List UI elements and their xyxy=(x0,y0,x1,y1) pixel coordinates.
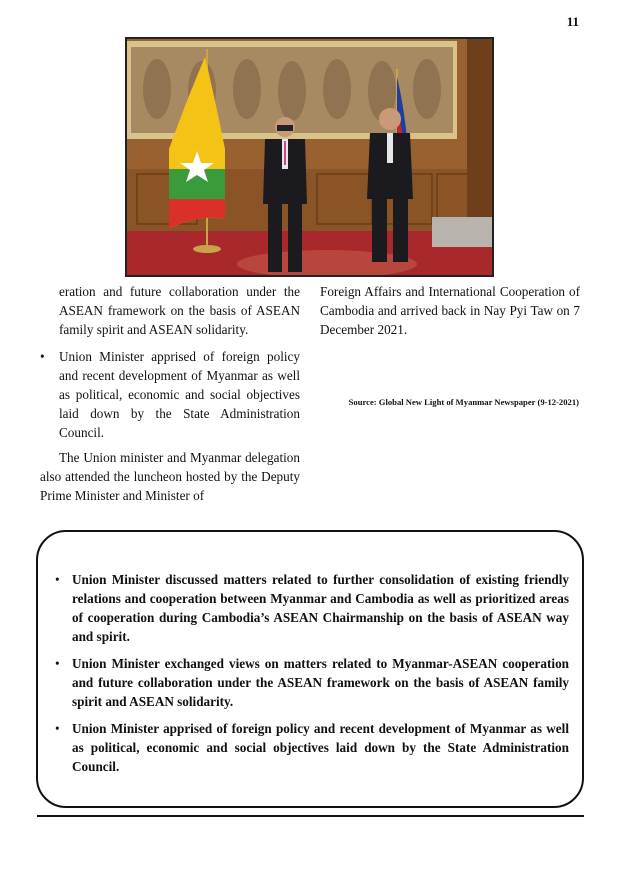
news-photo xyxy=(125,37,494,277)
bullet-marker: • xyxy=(40,349,45,365)
source-citation: Source: Global New Light of Myanmar Newspaper (9-12-2021) xyxy=(348,397,579,407)
summary-item-text: Union Minister exchanged views on matters related to Myanmar-ASEAN cooperation and future collaboration under the ASEAN framework on the basis of ASEAN family spirit and ASEAN solidarity. xyxy=(72,656,569,709)
body-paragraph: Foreign Affairs and International Cooperation of Cambodia and arrived back in Nay Pyi Taw on 7 December 2021. xyxy=(320,284,580,337)
summary-item xyxy=(55,719,569,776)
bullet-marker: • xyxy=(55,572,60,587)
summary-box xyxy=(36,530,584,808)
list-item-text: Union Minister apprised of foreign policy and recent development of Myanmar as well as political, economic and social objectives laid down by the State Administration Council. xyxy=(59,349,300,440)
summary-item-text: Union Minister discussed matters related to further consolidation of existing friendly relations and cooperation between Myanmar and Cambodia as well as prioritized areas of cooperation during Cambodia’s ASEAN Chairmanship on the basis of ASEAN way and spirit. xyxy=(72,572,569,644)
summary-item-text: Union Minister apprised of foreign policy and recent development of Myanmar as well as political, economic and social objectives laid down by the State Administration Council. xyxy=(72,721,569,774)
right-column xyxy=(320,283,580,339)
photo-two-officials-with-flags-icon xyxy=(127,39,492,275)
continuation-text: eration and future collaboration under the ASEAN framework on the basis of ASEAN family spirit and ASEAN solidarity. xyxy=(59,284,300,337)
footer-divider xyxy=(37,815,584,817)
list-item xyxy=(40,348,300,442)
bullet-marker: • xyxy=(55,721,60,736)
bullet-marker: • xyxy=(55,656,60,671)
summary-item xyxy=(55,654,569,711)
left-column xyxy=(40,283,300,506)
body-paragraph: The Union minister and Myanmar delegation also attended the luncheon hosted by the Deputy Prime Minister and Minister of xyxy=(40,450,300,503)
summary-list xyxy=(55,570,569,784)
page-number: 11 xyxy=(566,14,579,29)
summary-item xyxy=(55,570,569,646)
